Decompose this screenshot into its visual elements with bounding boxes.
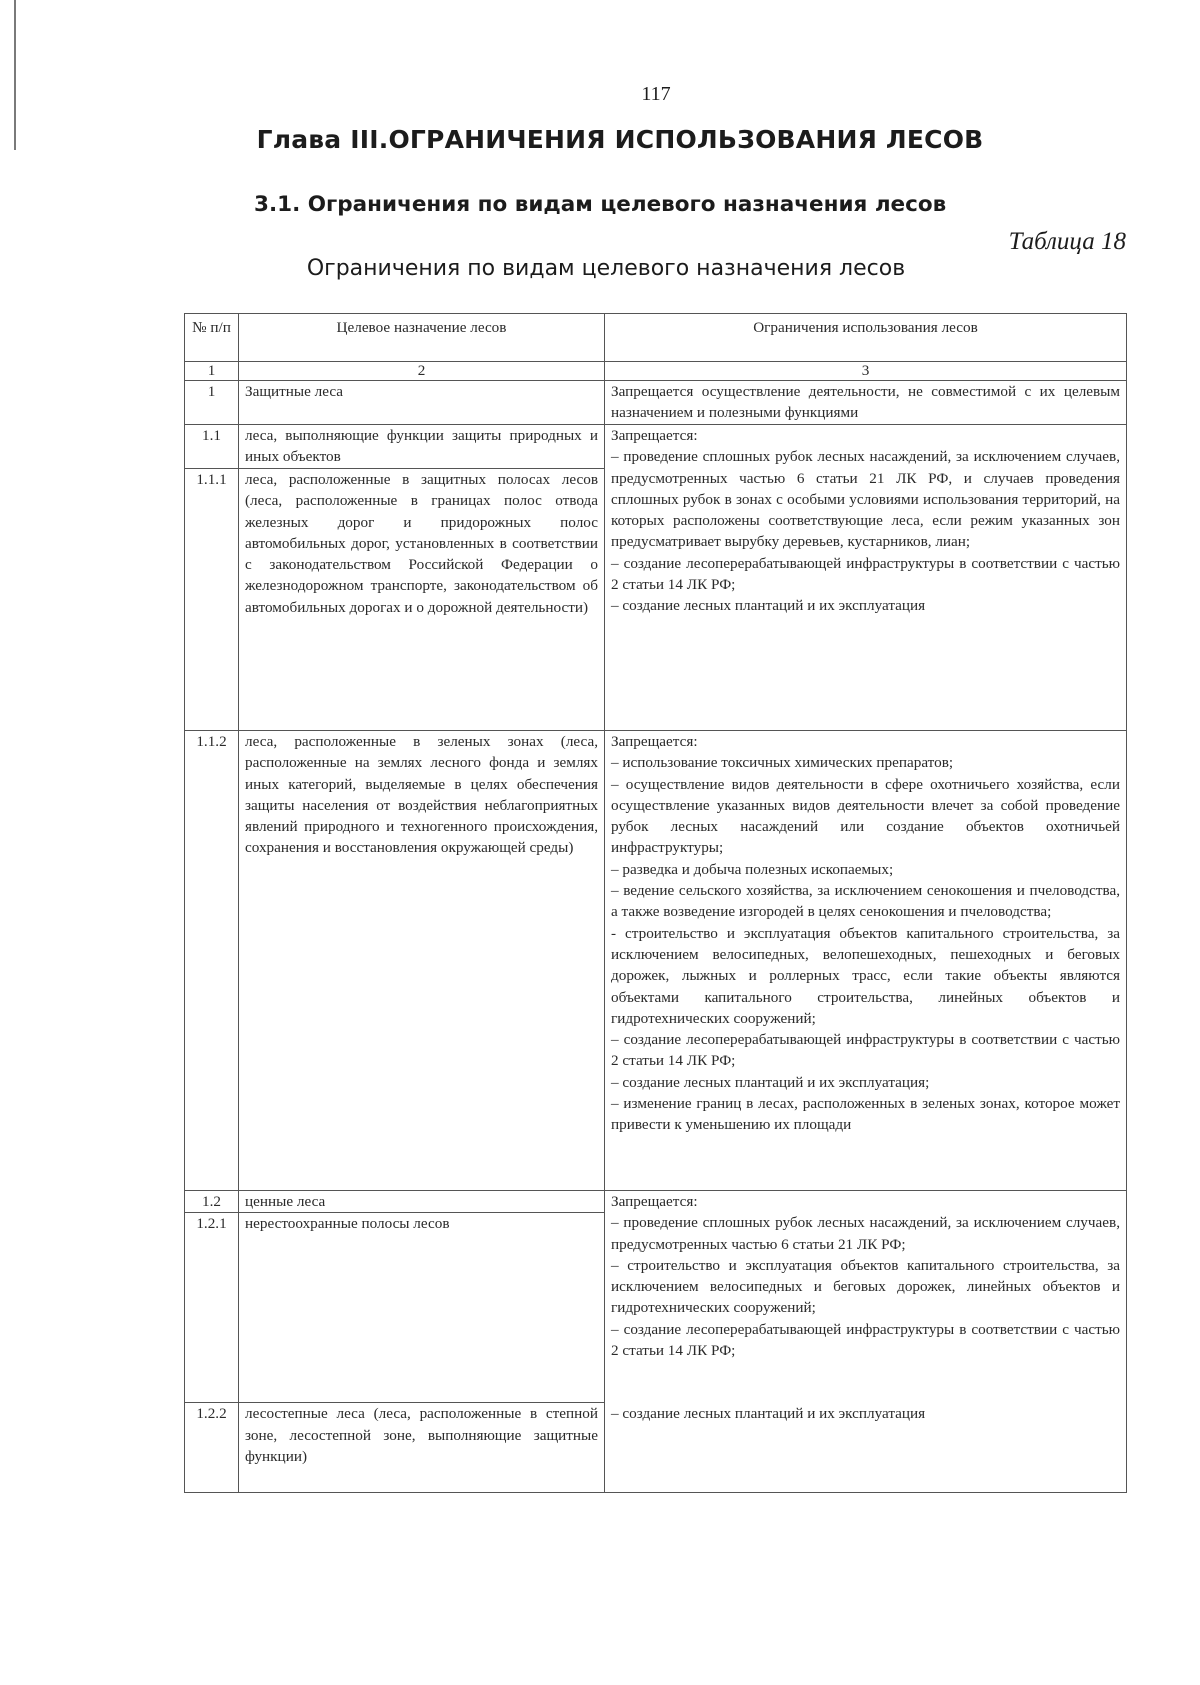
row-purpose: леса, расположенные в зеленых зонах (леса, расположенные на землях лесного фонда и землях иных категорий, выделяемые в целях обеспечения защиты населения от воздействия неблагоприятных явлений природного и техногенного происхождения, сохранения и восстановления окружающей среды) xyxy=(239,731,605,1191)
row-number: 1 xyxy=(185,381,239,425)
row-number: 1.2.1 xyxy=(185,1213,239,1403)
restrictions-table xyxy=(184,313,1127,1493)
table-number: Таблица 18 xyxy=(1008,228,1126,255)
restriction-line: – проведение сплошных рубок лесных насаждений, за исключением случаев, предусмотренных частью 6 статьи 21 ЛК РФ, и случаев проведения сплошных рубок в зонах с особыми условиями использования территорий, на которых расположены соответствующие леса, если режим указанных зон предусматривает вырубку деревьев, кустарников, лиан; xyxy=(611,448,1120,551)
restriction-line: – строительство и эксплуатация объектов капитального строительства, за исключением велосипедных и беговых дорожек, линейных объектов и гидротехнических сооружений; xyxy=(611,1256,1120,1317)
row-restrictions xyxy=(605,425,1127,731)
restriction-line: – создание лесных плантаций и их эксплуатация xyxy=(611,597,926,615)
section-title: 3.1. Ограничения по видам целевого назначения лесов xyxy=(254,192,947,217)
page-number: 117 xyxy=(641,83,671,105)
column-number: 2 xyxy=(239,362,605,381)
table-row xyxy=(185,1403,1127,1493)
restriction-line: – использование токсичных химических препаратов; xyxy=(611,754,954,772)
row-restrictions xyxy=(605,1403,1127,1493)
restriction-line: - строительство и эксплуатация объектов капитального строительства, за исключением велосипедных, велопешеходных, пешеходных и беговых дорожек, лыжных и роллерных трасс, если такие объекты являются объектами капитального строительства, линейных объектов и гидротехнических сооружений; xyxy=(611,924,1120,1027)
table-row xyxy=(185,1191,1127,1213)
row-purpose: лесостепные леса (леса, расположенные в степной зоне, лесостепной зоне, выполняющие защитные функции) xyxy=(239,1403,605,1493)
column-number: 1 xyxy=(185,362,239,381)
row-purpose: леса, выполняющие функции защиты природных и иных объектов xyxy=(239,425,605,469)
row-purpose: нерестоохранные полосы лесов xyxy=(239,1213,605,1403)
table-header-row xyxy=(185,314,1127,362)
restriction-line: – проведение сплошных рубок лесных насаждений, за исключением случаев, предусмотренных частью 6 статьи 21 ЛК РФ; xyxy=(611,1214,1120,1253)
row-purpose: леса, расположенные в защитных полосах лесов (леса, расположенные в границах полос отвода железных дорог и придорожных полос автомобильных дорог, установленных в соответствии с законодательством Российской Федерации о железнодорожном транспорте, законодательством об автомобильных дорогах и о дорожной деятельности) xyxy=(239,469,605,731)
column-number-row xyxy=(185,362,1127,381)
row-purpose: Защитные леса xyxy=(239,381,605,425)
row-number: 1.1 xyxy=(185,425,239,469)
row-purpose: ценные леса xyxy=(239,1191,605,1213)
restriction-line: Запрещается: xyxy=(611,733,698,750)
header-restrictions: Ограничения использования лесов xyxy=(605,314,1127,362)
header-number: № п/п xyxy=(185,314,239,362)
restriction-line: Запрещается осуществление деятельности, не совместимой с их целевым назначением и полезными функциями xyxy=(611,383,1120,422)
restriction-line: – разведка и добыча полезных ископаемых; xyxy=(611,860,894,878)
table-row xyxy=(185,425,1127,469)
row-number: 1.2.2 xyxy=(185,1403,239,1493)
row-number: 1.1.2 xyxy=(185,731,239,1191)
restriction-line: – ведение сельского хозяйства, за исключением сенокошения и пчеловодства, а также возведение изгородей в целях сенокошения и пчеловодства; xyxy=(611,882,1120,921)
table-caption: Ограничения по видам целевого назначения лесов xyxy=(306,256,906,281)
restriction-line: – изменение границ в лесах, расположенных в зеленых зонах, которое может привести к уменьшению их площади xyxy=(611,1095,1120,1134)
row-restrictions xyxy=(605,731,1127,1191)
restriction-line: – создание лесных плантаций и их эксплуатация xyxy=(611,1404,926,1422)
restriction-line: – создание лесоперерабатывающей инфраструктуры в соответствии с частью 2 статьи 14 ЛК РФ; xyxy=(611,1320,1120,1360)
restriction-line: Запрещается: xyxy=(611,427,698,444)
restriction-line: – создание лесоперерабатывающей инфраструктуры в соответствии с частью 2 статьи 14 ЛК РФ; xyxy=(611,1031,1120,1070)
table-row xyxy=(185,381,1127,425)
column-number: 3 xyxy=(605,362,1127,381)
row-restrictions xyxy=(605,1191,1127,1403)
chapter-title: Глава III.ОГРАНИЧЕНИЯ ИСПОЛЬЗОВАНИЯ ЛЕСОВ xyxy=(256,125,984,154)
header-purpose: Целевое назначение лесов xyxy=(239,314,605,362)
restriction-line: Запрещается: xyxy=(611,1193,698,1210)
row-restrictions xyxy=(605,381,1127,425)
row-number: 1.2 xyxy=(185,1191,239,1213)
restriction-line: – создание лесных плантаций и их эксплуатация; xyxy=(611,1073,930,1091)
restriction-line: – создание лесоперерабатывающей инфраструктуры в соответствии с частью 2 статьи 14 ЛК РФ; xyxy=(611,554,1120,594)
restriction-line: – осуществление видов деятельности в сфере охотничьего хозяйства, если осуществление указанных видов деятельности влечет за собой проведение рубок лесных насаждений или создание объектов охотничьей инфраструктуры; xyxy=(611,775,1120,857)
row-number: 1.1.1 xyxy=(185,469,239,731)
table-row xyxy=(185,731,1127,1191)
